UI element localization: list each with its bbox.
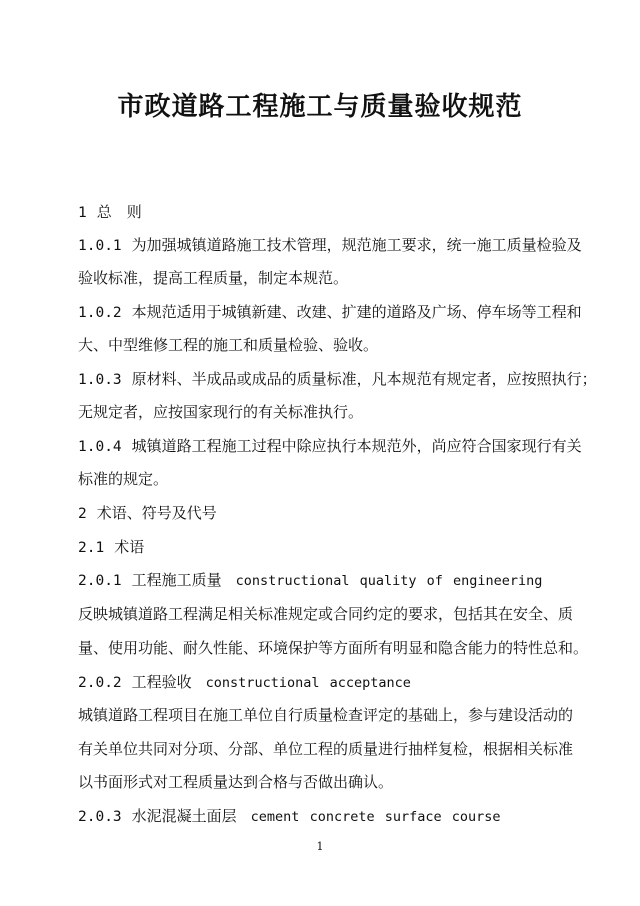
section-heading: 2 术语、符号及代号 <box>78 504 217 522</box>
definition-line: 以书面形式对工程质量达到合格与否做出确认。 <box>78 773 394 791</box>
clause-line: 1.0.4 城镇道路工程施工过程中除应执行本规范外，尚应符合国家现行有关 <box>78 437 582 455</box>
clause-continuation: 验收标准，提高工程质量，制定本规范。 <box>78 269 349 287</box>
clause-line: 1.0.1 为加强城镇道路施工技术管理，规范施工要求，统一施工质量检验及 <box>78 236 582 254</box>
page-number: 1 <box>316 840 324 853</box>
definition-line: 反映城镇道路工程满足相关标准规定或合同约定的要求，包括其在安全、质 <box>78 605 574 623</box>
definition-line: 量、使用功能、耐久性能、环境保护等方面所有明显和隐含能力的特性总和。 <box>78 639 589 657</box>
definition-line: 有关单位共同对分项、分部、单位工程的质量进行抽样复检，根据相关标准 <box>78 740 574 758</box>
clause-line: 1.0.2 本规范适用于城镇新建、改建、扩建的道路及广场、停车场等工程和 <box>78 303 582 321</box>
document-title: 市政道路工程施工与质量验收规范 <box>117 92 523 122</box>
term-line: 2.0.3 水泥混凝土面层 cement concrete surface course <box>78 807 501 825</box>
term-line: 2.0.2 工程验收 constructional acceptance <box>78 673 411 691</box>
section-heading: 1 总 则 <box>78 203 142 221</box>
subsection-heading: 2.1 术语 <box>78 538 145 556</box>
clause-line: 1.0.3 原材料、半成品或成品的质量标准，凡本规范有规定者，应按照执行； <box>78 370 597 388</box>
definition-line: 城镇道路工程项目在施工单位自行质量检查评定的基础上，参与建设活动的 <box>78 706 574 724</box>
clause-continuation: 无规定者，应按国家现行的有关标准执行。 <box>78 403 364 421</box>
clause-continuation: 标准的规定。 <box>78 470 169 488</box>
term-line: 2.0.1 工程施工质量 constructional quality of engineering <box>78 571 543 589</box>
clause-continuation: 大、中型维修工程的施工和质量检验、验收。 <box>78 336 379 354</box>
